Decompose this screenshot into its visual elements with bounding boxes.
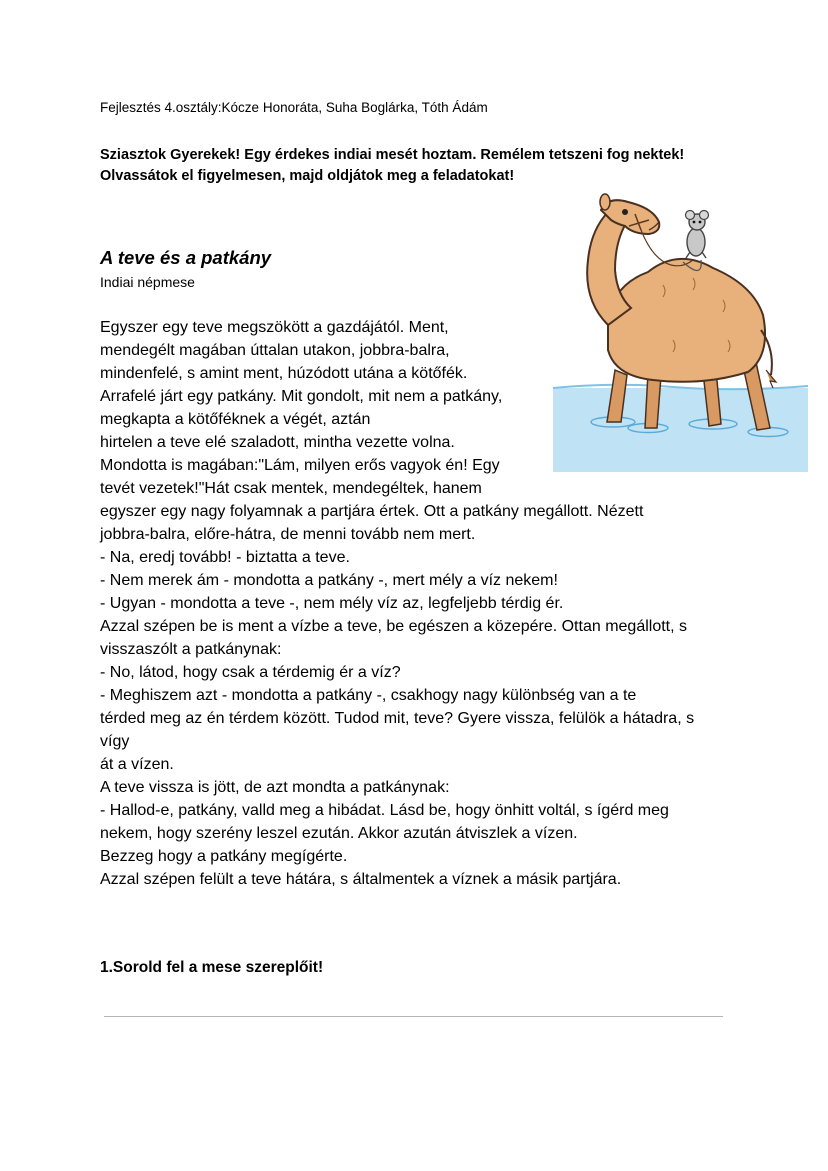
story-line: egyszer egy nagy folyamnak a partjára értek. Ott a patkány megállott. Nézett bbox=[100, 503, 644, 520]
intro-line-2: Olvassátok el figyelmesen, majd oldjátok meg a feladatokat! bbox=[100, 168, 515, 184]
story-line: A teve vissza is jött, de azt mondta a patkánynak: bbox=[100, 779, 450, 796]
story-line: jobbra-balra, előre-hátra, de menni tovább nem mert. bbox=[100, 526, 476, 543]
camel-body bbox=[608, 259, 765, 382]
story-line: nekem, hogy szerény leszel ezután. Akkor azután átviszlek a vízen. bbox=[100, 825, 578, 842]
story-line: - Meghiszem azt - mondotta a patkány -, csakhogy nagy különbség van a te bbox=[100, 687, 637, 704]
story-line: - Na, eredj tovább! - biztatta a teve. bbox=[100, 549, 350, 566]
story-line: térded meg az én térdem között. Tudod mit, teve? Gyere vissza, felülök a hátadra, s bbox=[100, 710, 695, 727]
story-line: Azzal szépen felült a teve hátára, s általmentek a víznek a másik partjára. bbox=[100, 871, 622, 888]
story-line: át a vízen. bbox=[100, 756, 174, 773]
story-line: hirtelen a teve elé szaladott, mintha vezette volna. bbox=[100, 434, 455, 451]
header-authors: Fejlesztés 4.osztály:Kócze Honoráta, Suha Boglárka, Tóth Ádám bbox=[100, 100, 488, 115]
story-line: mendegélt magában úttalan utakon, jobbra-balra, bbox=[100, 342, 450, 359]
story-line: - Ugyan - mondotta a teve -, nem mély víz az, legfeljebb térdig ér. bbox=[100, 595, 564, 612]
story-line: mindenfelé, s amint ment, húzódott utána a kötőfék. bbox=[100, 365, 468, 382]
story-line: - No, látod, hogy csak a térdemig ér a víz? bbox=[100, 664, 401, 681]
story-line: vígy bbox=[100, 733, 130, 750]
story-title: A teve és a patkány bbox=[100, 247, 272, 268]
story-line: - Hallod-e, patkány, valld meg a hibádat. Lásd be, hogy önhitt voltál, s ígérd meg bbox=[100, 802, 669, 819]
intro-line-1: Sziasztok Gyerekek! Egy érdekes indiai mesét hoztam. Remélem tetszeni fog nektek! bbox=[100, 147, 685, 163]
story-line: Mondotta is magában:"Lám, milyen erős vagyok én! Egy bbox=[100, 457, 500, 474]
camel-ear bbox=[600, 194, 610, 210]
answer-line[interactable] bbox=[104, 1016, 723, 1017]
camel-with-mouse-illustration bbox=[553, 190, 808, 472]
water-area bbox=[553, 388, 808, 472]
story-line: Azzal szépen be is ment a vízbe a teve, be egészen a közepére. Ottan megállott, s bbox=[100, 618, 687, 635]
story-line: megkapta a kötőféknek a végét, aztán bbox=[100, 411, 371, 428]
story-line: visszaszólt a patkánynak: bbox=[100, 641, 282, 658]
camel-eye bbox=[622, 209, 628, 215]
story-subtitle: Indiai népmese bbox=[100, 274, 195, 290]
story-line: Egyszer egy teve megszökött a gazdájától. Ment, bbox=[100, 319, 449, 336]
question-1: 1.Sorold fel a mese szereplőit! bbox=[100, 959, 324, 976]
story-line: Arrafelé járt egy patkány. Mit gondolt, mit nem a patkány, bbox=[100, 388, 503, 405]
story-line: - Nem merek ám - mondotta a patkány -, mert mély a víz nekem! bbox=[100, 572, 558, 589]
story-line: tevét vezetek!"Hát csak mentek, mendegéltek, hanem bbox=[100, 480, 482, 497]
camel-neck bbox=[587, 212, 631, 325]
story-line: Bezzeg hogy a patkány megígérte. bbox=[100, 848, 348, 865]
